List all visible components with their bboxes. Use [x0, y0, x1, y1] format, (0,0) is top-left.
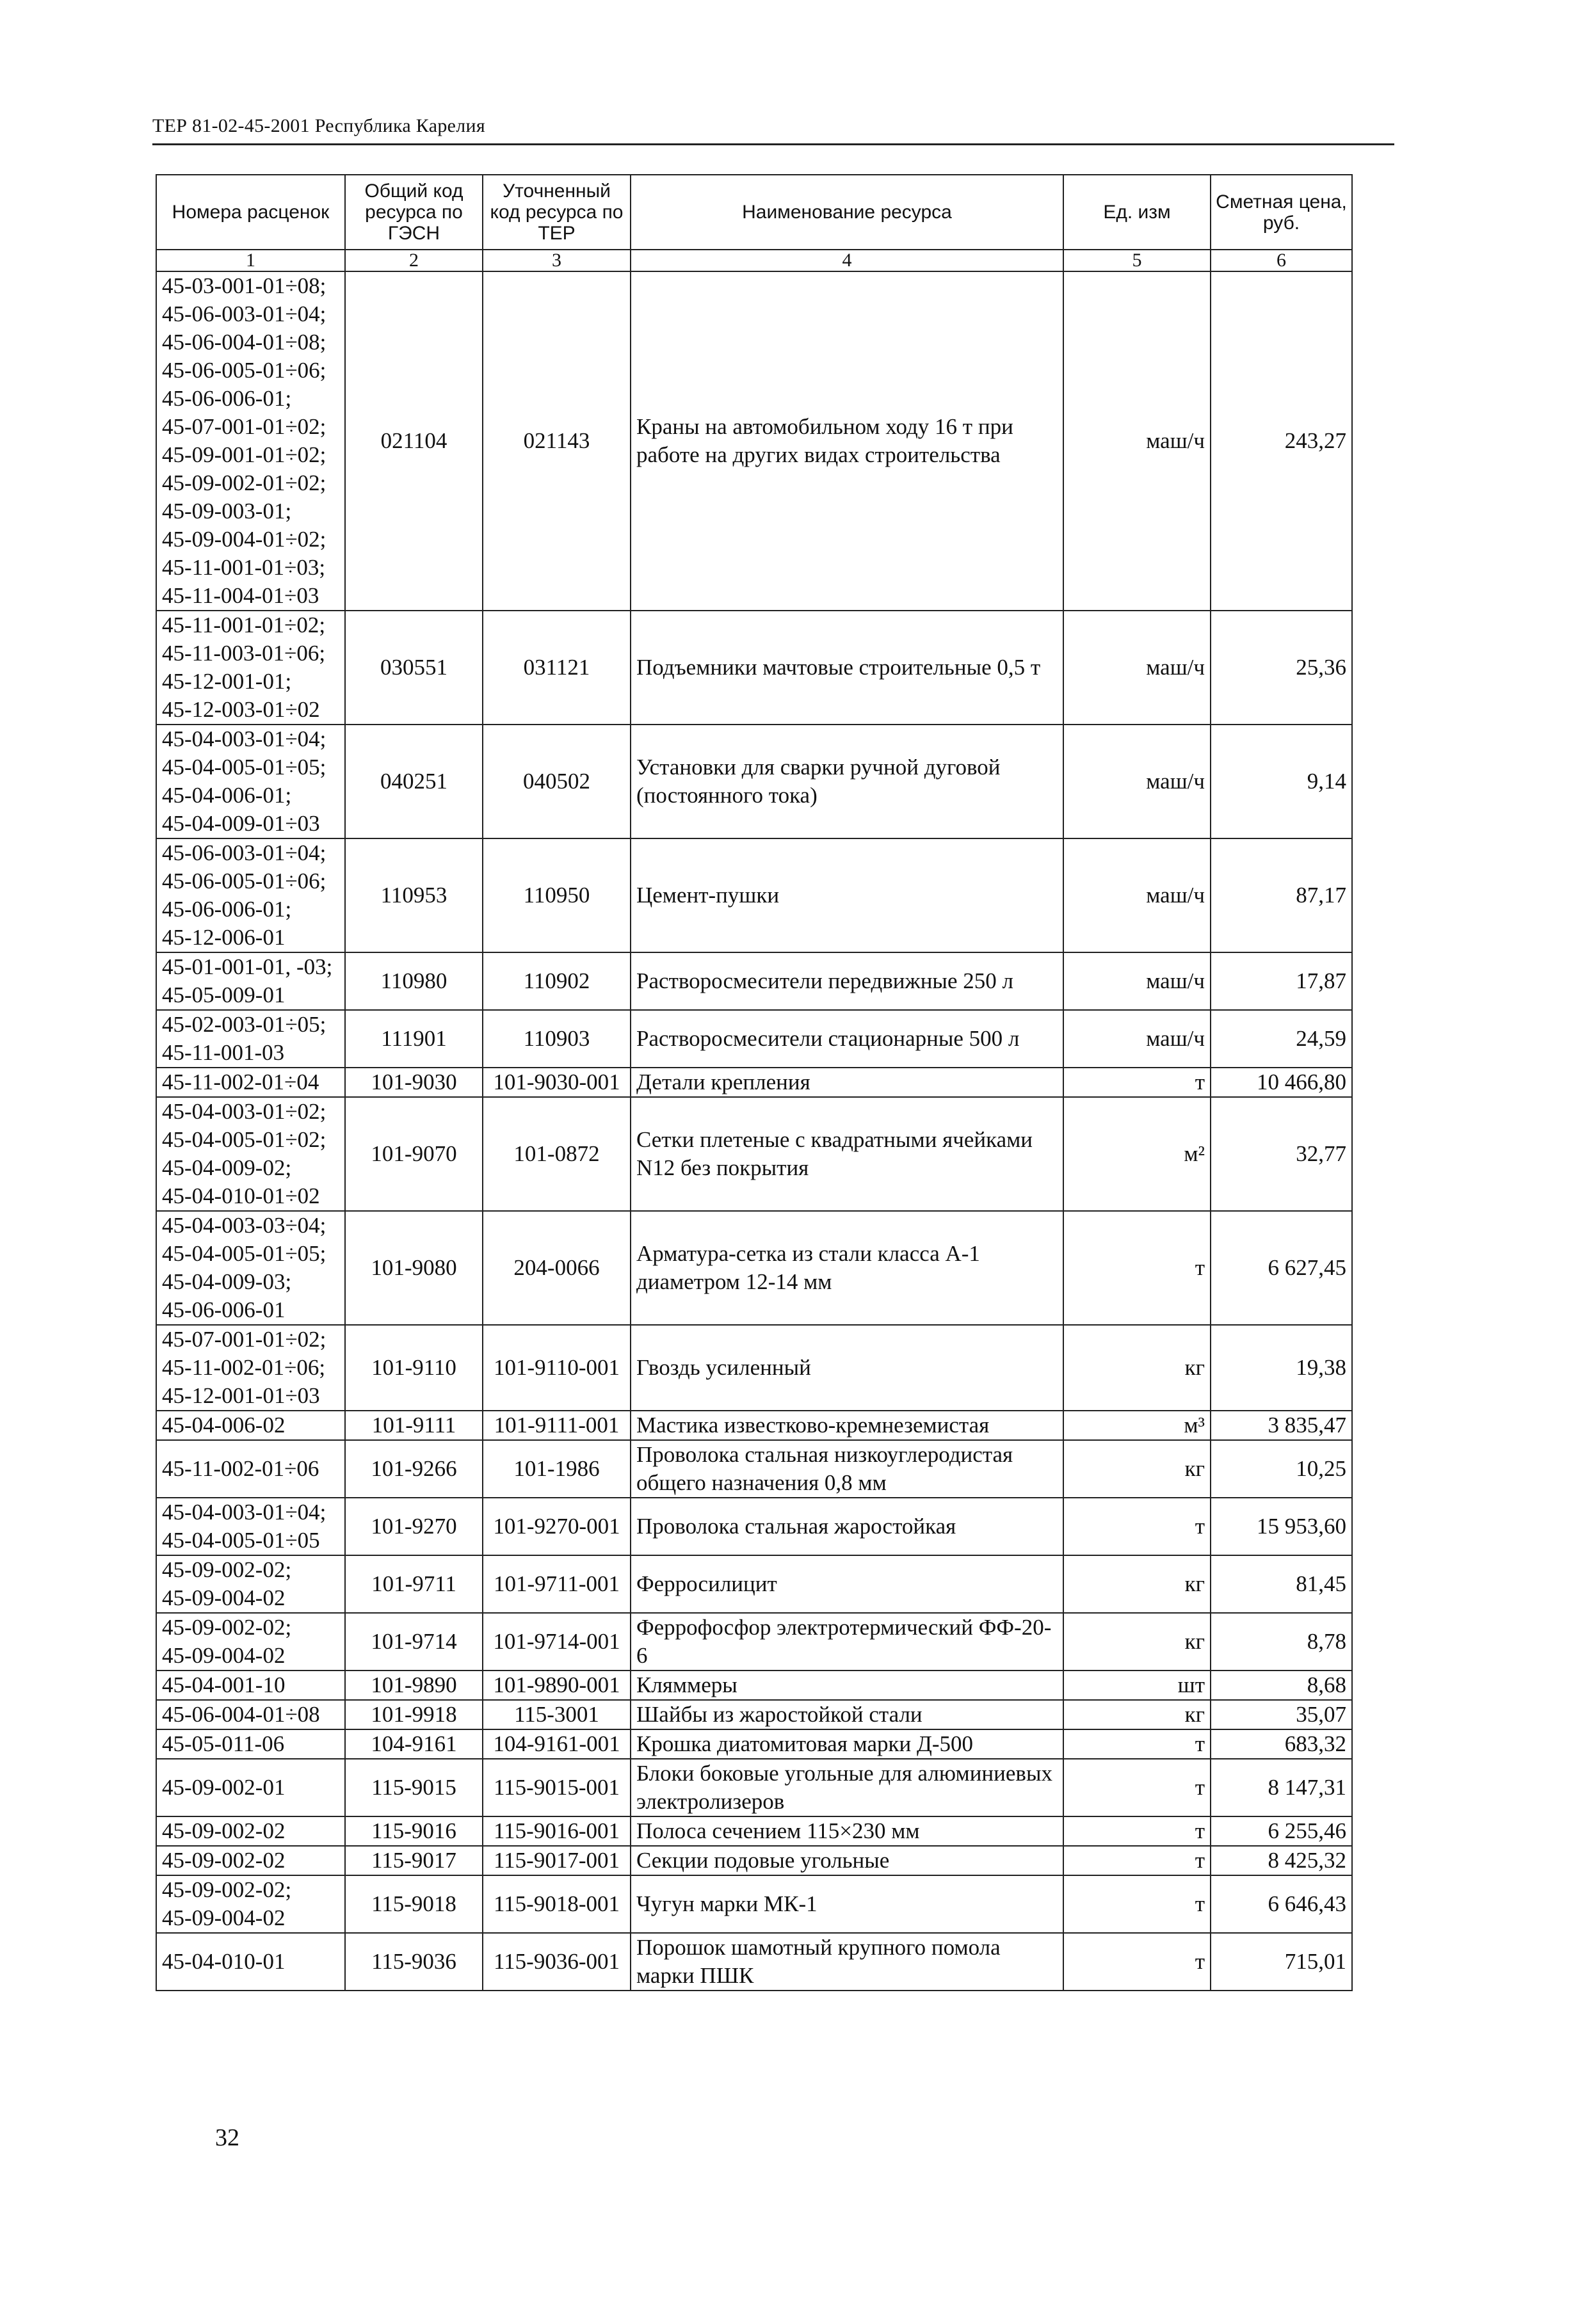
- ter-code-cell: 101-9111-001: [483, 1411, 631, 1440]
- ter-code-cell: 115-9016-001: [483, 1816, 631, 1846]
- ter-code-cell: 101-9714-001: [483, 1613, 631, 1671]
- table-row: [156, 1613, 1352, 1671]
- resource-name-cell: Детали крепления: [631, 1068, 1063, 1097]
- rate-codes-cell: 45-09-002-02: [156, 1846, 345, 1875]
- resource-name-cell: Порошок шамотный крупного помола марки ПШК: [631, 1933, 1063, 1991]
- unit-cell: шт: [1063, 1671, 1211, 1700]
- gesn-code-cell: 021104: [345, 271, 483, 611]
- unit-cell: т: [1063, 1211, 1211, 1325]
- resource-name-cell: Цемент-пушки: [631, 838, 1063, 952]
- header-price: Сметная цена, руб.: [1211, 175, 1352, 250]
- table-row: [156, 1498, 1352, 1555]
- ter-code-cell: 101-9270-001: [483, 1498, 631, 1555]
- header-unit: Ед. изм: [1063, 175, 1211, 250]
- table-row: [156, 1068, 1352, 1097]
- rate-codes-cell: 45-04-003-01÷02; 45-04-005-01÷02; 45-04-009-02; 45-04-010-01÷02: [156, 1097, 345, 1211]
- gesn-code-cell: 115-9015: [345, 1759, 483, 1816]
- column-number: 1: [156, 250, 345, 271]
- unit-cell: маш/ч: [1063, 611, 1211, 725]
- ter-code-cell: 115-9018-001: [483, 1875, 631, 1933]
- resource-name-cell: Проволока стальная низкоуглеродистая общего назначения 0,8 мм: [631, 1440, 1063, 1498]
- gesn-code-cell: 110953: [345, 838, 483, 952]
- table-row: [156, 1097, 1352, 1211]
- resource-name-cell: Арматура-сетка из стали класса А-1 диаметром 12-14 мм: [631, 1211, 1063, 1325]
- column-number: 6: [1211, 250, 1352, 271]
- price-cell: 8 425,32: [1211, 1846, 1352, 1875]
- table-row: [156, 1671, 1352, 1700]
- rate-codes-cell: 45-02-003-01÷05; 45-11-001-03: [156, 1010, 345, 1068]
- header-gesn-code: Общий код ресурса по ГЭСН: [345, 175, 483, 250]
- gesn-code-cell: 115-9018: [345, 1875, 483, 1933]
- gesn-code-cell: 101-9111: [345, 1411, 483, 1440]
- resource-name-cell: Сетки плетеные с квадратными ячейками N12 без покрытия: [631, 1097, 1063, 1211]
- resource-name-cell: Проволока стальная жаростойкая: [631, 1498, 1063, 1555]
- table-row: [156, 1010, 1352, 1068]
- rate-codes-cell: 45-04-006-02: [156, 1411, 345, 1440]
- ter-code-cell: 110902: [483, 952, 631, 1010]
- resource-name-cell: Гвоздь усиленный: [631, 1325, 1063, 1411]
- ter-code-cell: 115-3001: [483, 1700, 631, 1729]
- gesn-code-cell: 101-9890: [345, 1671, 483, 1700]
- rate-codes-cell: 45-04-003-01÷04; 45-04-005-01÷05: [156, 1498, 345, 1555]
- ter-code-cell: 101-9030-001: [483, 1068, 631, 1097]
- table-row: [156, 1759, 1352, 1816]
- table-row: [156, 1875, 1352, 1933]
- ter-code-cell: 115-9015-001: [483, 1759, 631, 1816]
- resource-name-cell: Ферросилицит: [631, 1555, 1063, 1613]
- gesn-code-cell: 101-9711: [345, 1555, 483, 1613]
- price-cell: 15 953,60: [1211, 1498, 1352, 1555]
- unit-cell: т: [1063, 1933, 1211, 1991]
- rate-codes-cell: 45-09-002-02; 45-09-004-02: [156, 1613, 345, 1671]
- gesn-code-cell: 115-9036: [345, 1933, 483, 1991]
- price-cell: 9,14: [1211, 725, 1352, 838]
- price-cell: 3 835,47: [1211, 1411, 1352, 1440]
- ter-code-cell: 115-9036-001: [483, 1933, 631, 1991]
- column-number-row: [156, 250, 1352, 271]
- gesn-code-cell: 101-9080: [345, 1211, 483, 1325]
- rate-codes-cell: 45-06-004-01÷08: [156, 1700, 345, 1729]
- table-row: [156, 725, 1352, 838]
- gesn-code-cell: 101-9270: [345, 1498, 483, 1555]
- unit-cell: маш/ч: [1063, 838, 1211, 952]
- resource-name-cell: Мастика известково-кремнеземистая: [631, 1411, 1063, 1440]
- resource-name-cell: Шайбы из жаростойкой стали: [631, 1700, 1063, 1729]
- table-header-row: [156, 175, 1352, 250]
- rate-codes-cell: 45-11-002-01÷04: [156, 1068, 345, 1097]
- unit-cell: кг: [1063, 1555, 1211, 1613]
- unit-cell: кг: [1063, 1613, 1211, 1671]
- price-cell: 683,32: [1211, 1729, 1352, 1759]
- ter-code-cell: 040502: [483, 725, 631, 838]
- table-row: [156, 611, 1352, 725]
- table-row: [156, 1816, 1352, 1846]
- resource-name-cell: Чугун марки МК-1: [631, 1875, 1063, 1933]
- price-cell: 243,27: [1211, 271, 1352, 611]
- ter-code-cell: 204-0066: [483, 1211, 631, 1325]
- price-cell: 87,17: [1211, 838, 1352, 952]
- gesn-code-cell: 111901: [345, 1010, 483, 1068]
- gesn-code-cell: 040251: [345, 725, 483, 838]
- header-rule: [152, 143, 1394, 145]
- price-cell: 6 255,46: [1211, 1816, 1352, 1846]
- column-number: 5: [1063, 250, 1211, 271]
- rate-codes-cell: 45-11-002-01÷06: [156, 1440, 345, 1498]
- gesn-code-cell: 104-9161: [345, 1729, 483, 1759]
- unit-cell: т: [1063, 1846, 1211, 1875]
- table-row: [156, 1440, 1352, 1498]
- resource-name-cell: Феррофосфор электротермический ФФ-20-6: [631, 1613, 1063, 1671]
- unit-cell: маш/ч: [1063, 725, 1211, 838]
- price-cell: 8,78: [1211, 1613, 1352, 1671]
- unit-cell: маш/ч: [1063, 271, 1211, 611]
- price-cell: 17,87: [1211, 952, 1352, 1010]
- resource-price-table: [156, 174, 1353, 1991]
- rate-codes-cell: 45-04-003-01÷04; 45-04-005-01÷05; 45-04-006-01; 45-04-009-01÷03: [156, 725, 345, 838]
- unit-cell: т: [1063, 1068, 1211, 1097]
- table-row: [156, 1211, 1352, 1325]
- price-cell: 10,25: [1211, 1440, 1352, 1498]
- column-number: 4: [631, 250, 1063, 271]
- resource-name-cell: Установки для сварки ручной дуговой (постоянного тока): [631, 725, 1063, 838]
- table-row: [156, 1933, 1352, 1991]
- unit-cell: т: [1063, 1816, 1211, 1846]
- resource-name-cell: Растворосмесители передвижные 250 л: [631, 952, 1063, 1010]
- price-cell: 32,77: [1211, 1097, 1352, 1211]
- price-cell: 715,01: [1211, 1933, 1352, 1991]
- ter-code-cell: 101-9890-001: [483, 1671, 631, 1700]
- ter-code-cell: 115-9017-001: [483, 1846, 631, 1875]
- rate-codes-cell: 45-04-001-10: [156, 1671, 345, 1700]
- gesn-code-cell: 115-9017: [345, 1846, 483, 1875]
- price-cell: 81,45: [1211, 1555, 1352, 1613]
- price-cell: 19,38: [1211, 1325, 1352, 1411]
- page-number: 32: [215, 2124, 239, 2151]
- table-row: [156, 1325, 1352, 1411]
- unit-cell: кг: [1063, 1440, 1211, 1498]
- rate-codes-cell: 45-09-002-02; 45-09-004-02: [156, 1875, 345, 1933]
- table-row: [156, 838, 1352, 952]
- ter-code-cell: 110950: [483, 838, 631, 952]
- rate-codes-cell: 45-09-002-02: [156, 1816, 345, 1846]
- rate-codes-cell: 45-01-001-01, -03; 45-05-009-01: [156, 952, 345, 1010]
- rate-codes-cell: 45-09-002-01: [156, 1759, 345, 1816]
- ter-code-cell: 101-9110-001: [483, 1325, 631, 1411]
- resource-name-cell: Крошка диатомитовая марки Д-500: [631, 1729, 1063, 1759]
- rate-codes-cell: 45-06-003-01÷04; 45-06-005-01÷06; 45-06-006-01; 45-12-006-01: [156, 838, 345, 952]
- rate-codes-cell: 45-05-011-06: [156, 1729, 345, 1759]
- unit-cell: кг: [1063, 1325, 1211, 1411]
- header-ter-code: Уточненный код ресурса по ТЕР: [483, 175, 631, 250]
- rate-codes-cell: 45-03-001-01÷08; 45-06-003-01÷04; 45-06-004-01÷08; 45-06-005-01÷06; 45-06-006-01; 45-07-001-01÷02; 45-09-001-01÷02; 45-09-002-01÷02; 45-09-003-01; 45-09-004-01÷02; 45-11-001-01÷03; 45-11-004-01÷03: [156, 271, 345, 611]
- gesn-code-cell: 101-9918: [345, 1700, 483, 1729]
- price-cell: 6 646,43: [1211, 1875, 1352, 1933]
- unit-cell: т: [1063, 1759, 1211, 1816]
- table-row: [156, 1700, 1352, 1729]
- price-cell: 24,59: [1211, 1010, 1352, 1068]
- resource-name-cell: Секции подовые угольные: [631, 1846, 1063, 1875]
- unit-cell: маш/ч: [1063, 1010, 1211, 1068]
- price-cell: 8,68: [1211, 1671, 1352, 1700]
- table-row: [156, 1846, 1352, 1875]
- rate-codes-cell: 45-11-001-01÷02; 45-11-003-01÷06; 45-12-001-01; 45-12-003-01÷02: [156, 611, 345, 725]
- price-cell: 35,07: [1211, 1700, 1352, 1729]
- header-rate-numbers: Номера расценок: [156, 175, 345, 250]
- rate-codes-cell: 45-04-003-03÷04; 45-04-005-01÷05; 45-04-009-03; 45-06-006-01: [156, 1211, 345, 1325]
- gesn-code-cell: 101-9070: [345, 1097, 483, 1211]
- unit-cell: т: [1063, 1875, 1211, 1933]
- rate-codes-cell: 45-09-002-02; 45-09-004-02: [156, 1555, 345, 1613]
- gesn-code-cell: 101-9266: [345, 1440, 483, 1498]
- gesn-code-cell: 110980: [345, 952, 483, 1010]
- table-body: [156, 271, 1352, 1991]
- resource-name-cell: Блоки боковые угольные для алюминиевых электролизеров: [631, 1759, 1063, 1816]
- table-row: [156, 1555, 1352, 1613]
- gesn-code-cell: 101-9110: [345, 1325, 483, 1411]
- column-number: 3: [483, 250, 631, 271]
- resource-name-cell: Кляммеры: [631, 1671, 1063, 1700]
- header-resource-name: Наименование ресурса: [631, 175, 1063, 250]
- gesn-code-cell: 030551: [345, 611, 483, 725]
- price-cell: 8 147,31: [1211, 1759, 1352, 1816]
- resource-name-cell: Полоса сечением 115×230 мм: [631, 1816, 1063, 1846]
- unit-cell: м³: [1063, 1411, 1211, 1440]
- column-number: 2: [345, 250, 483, 271]
- price-cell: 6 627,45: [1211, 1211, 1352, 1325]
- resource-name-cell: Подъемники мачтовые строительные 0,5 т: [631, 611, 1063, 725]
- rate-codes-cell: 45-04-010-01: [156, 1933, 345, 1991]
- price-cell: 10 466,80: [1211, 1068, 1352, 1097]
- unit-cell: т: [1063, 1498, 1211, 1555]
- unit-cell: кг: [1063, 1700, 1211, 1729]
- ter-code-cell: 101-9711-001: [483, 1555, 631, 1613]
- table-row: [156, 271, 1352, 611]
- ter-code-cell: 021143: [483, 271, 631, 611]
- table-row: [156, 1411, 1352, 1440]
- gesn-code-cell: 101-9714: [345, 1613, 483, 1671]
- unit-cell: маш/ч: [1063, 952, 1211, 1010]
- gesn-code-cell: 101-9030: [345, 1068, 483, 1097]
- unit-cell: т: [1063, 1729, 1211, 1759]
- unit-cell: м²: [1063, 1097, 1211, 1211]
- price-cell: 25,36: [1211, 611, 1352, 725]
- ter-code-cell: 101-1986: [483, 1440, 631, 1498]
- ter-code-cell: 104-9161-001: [483, 1729, 631, 1759]
- rate-codes-cell: 45-07-001-01÷02; 45-11-002-01÷06; 45-12-001-01÷03: [156, 1325, 345, 1411]
- table-row: [156, 952, 1352, 1010]
- ter-code-cell: 031121: [483, 611, 631, 725]
- resource-name-cell: Растворосмесители стационарные 500 л: [631, 1010, 1063, 1068]
- gesn-code-cell: 115-9016: [345, 1816, 483, 1846]
- table-row: [156, 1729, 1352, 1759]
- resource-name-cell: Краны на автомобильном ходу 16 т при работе на других видах строительства: [631, 271, 1063, 611]
- ter-code-cell: 101-0872: [483, 1097, 631, 1211]
- ter-code-cell: 110903: [483, 1010, 631, 1068]
- running-header: ТЕР 81-02-45-2001 Республика Карелия: [152, 115, 485, 136]
